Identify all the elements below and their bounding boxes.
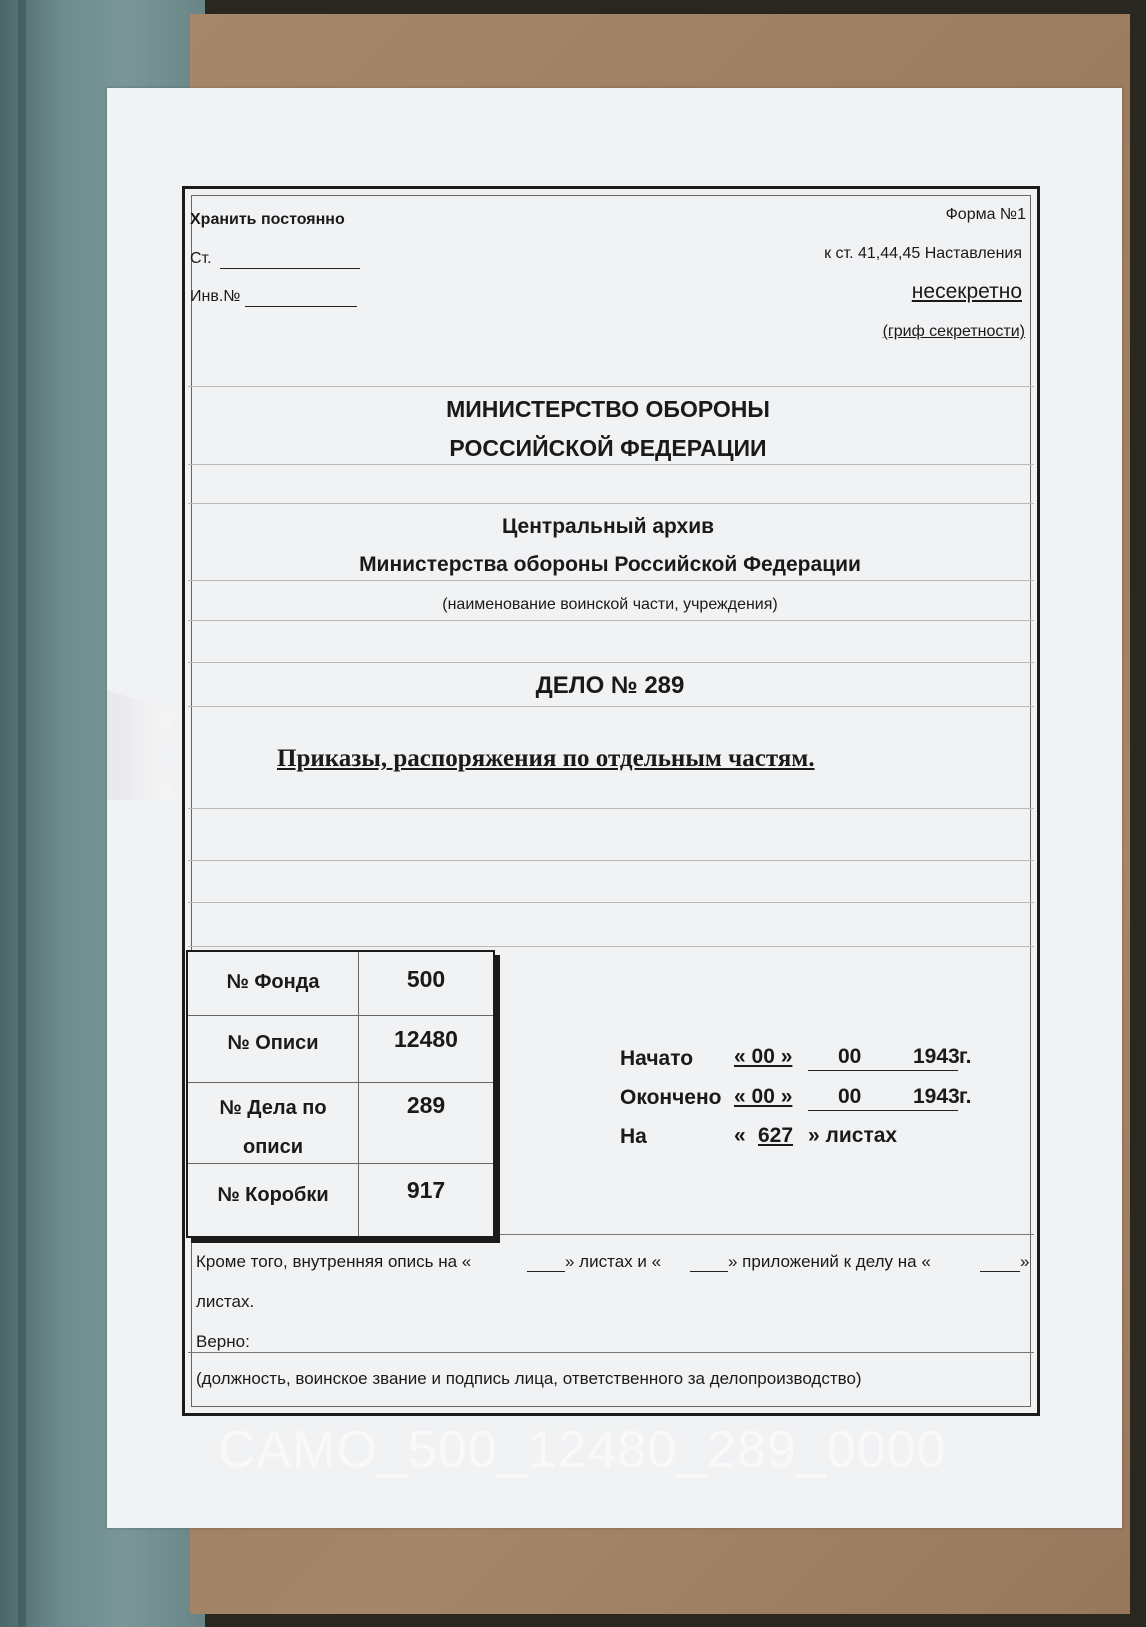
rule (188, 706, 1034, 707)
started-month: 00 (838, 1045, 862, 1068)
inventory-text-line-2: листах. (196, 1292, 255, 1311)
fond-label: № Фонда (226, 971, 320, 993)
rule (188, 386, 1034, 387)
storage-note: Хранить постоянно (190, 211, 345, 228)
opis-label: № Описи (227, 1032, 319, 1054)
box-label: № Коробки (217, 1184, 329, 1206)
ended-day: « 00 » (734, 1085, 793, 1108)
sheets-value: 627 (758, 1124, 794, 1147)
secrecy-caption: (гриф секретности) (882, 323, 1025, 340)
case-title: Приказы, распоряжения по отдельным частям. (277, 745, 815, 772)
inventory-blank-1 (527, 1271, 565, 1272)
started-year: 1943 (913, 1045, 960, 1068)
rule (188, 620, 1034, 621)
rule (188, 860, 1034, 861)
delo-label: № Дела по (219, 1097, 327, 1119)
st-field-line (220, 268, 360, 269)
rule (188, 1352, 1034, 1353)
case-number: ДЕЛО № 289 (535, 672, 685, 699)
archive-line-1: Центральный архив (501, 515, 715, 538)
form-reference: к ст. 41,44,45 Наставления (824, 245, 1022, 262)
started-label: Начато (620, 1047, 694, 1070)
ended-suffix: г. (959, 1085, 972, 1108)
secrecy-value: несекретно (911, 280, 1022, 303)
archive-codes-table (186, 950, 495, 1238)
rule (188, 808, 1034, 809)
inventory-text-2: » листах и « (565, 1252, 662, 1271)
ended-year: 1943 (913, 1085, 960, 1108)
inventory-text-3: » приложений к делу на « (728, 1252, 931, 1271)
ended-month-line (808, 1110, 958, 1111)
inv-field-line (245, 306, 357, 307)
ended-month: 00 (838, 1085, 862, 1108)
ended-label: Окончено (620, 1086, 722, 1109)
ministry-line-1: МИНИСТЕРСТВО ОБОРОНЫ (446, 396, 770, 422)
rule (188, 902, 1034, 903)
inv-label: Инв.№ (190, 288, 241, 305)
rule (188, 464, 1034, 465)
sheets-open-quote: « (734, 1124, 746, 1147)
inventory-blank-2 (690, 1271, 728, 1272)
rule (188, 580, 1034, 581)
box-value: 917 (406, 1177, 446, 1203)
rule (188, 662, 1034, 663)
ministry-line-2: РОССИЙСКОЙ ФЕДЕРАЦИИ (449, 435, 767, 461)
verified-label: Верно: (196, 1332, 250, 1351)
spine-edge (18, 0, 26, 1627)
responsible-caption: (должность, воинское звание и подпись лица, ответственного за делопроизводство) (196, 1369, 862, 1388)
sheets-label: На (620, 1125, 647, 1148)
started-suffix: г. (959, 1045, 972, 1068)
delo-value: 289 (406, 1092, 446, 1118)
file-watermark: CAMO_500_12480_289_0000 (218, 1421, 947, 1479)
form-number: Форма №1 (945, 206, 1026, 223)
delo-label-2: описи (242, 1136, 303, 1158)
fond-value: 500 (406, 966, 446, 992)
started-day: « 00 » (734, 1045, 793, 1068)
inventory-blank-3 (980, 1271, 1020, 1272)
started-month-line (808, 1070, 958, 1071)
rule (188, 503, 1034, 504)
inventory-text-4: » (1020, 1252, 1030, 1271)
st-label: Ст. (190, 250, 212, 267)
inventory-text-1: Кроме того, внутренняя опись на « (196, 1252, 472, 1271)
sheets-close: » листах (808, 1124, 898, 1147)
archive-caption: (наименование воинской части, учреждения) (442, 596, 778, 613)
opis-value: 12480 (394, 1026, 458, 1052)
rule (188, 946, 1034, 947)
archive-line-2: Министерства обороны Российской Федерации (359, 553, 861, 576)
